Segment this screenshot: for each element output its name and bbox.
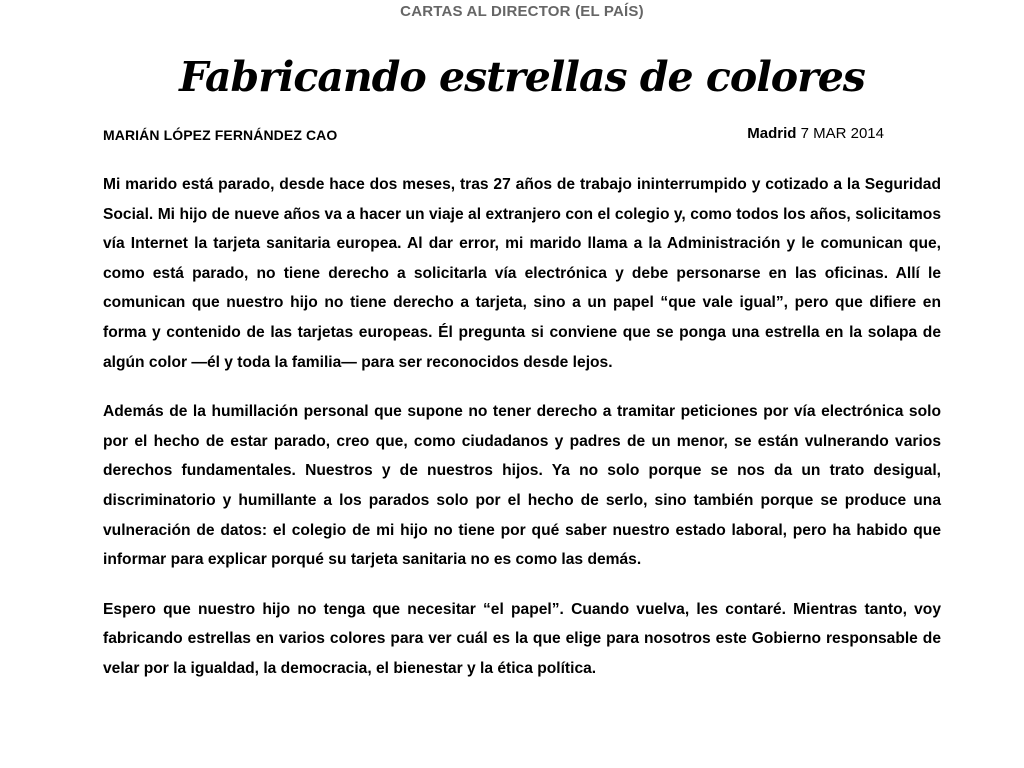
- paragraph: Además de la humillación personal que supone no tener derecho a tramitar peticiones por vía electrónica solo por el hecho de estar parado, creo que, como ciudadanos y padres de un menor, se están vulnerando varios derechos fundamentales. Nuestros y de nuestros hijos. Ya no solo porque se nos da un trato desigual, discriminatorio y humillante a los parados solo por el hecho de serlo, sino también porque se produce una vulneración de datos: el colegio de mi hijo no tiene por qué saber nuestro estado laboral, pero ha habido que informar para explicar porqué su tarjeta sanitaria no es como las demás.: [103, 403, 941, 569]
- paragraph: Espero que nuestro hijo no tenga que necesitar “el papel”. Cuando vuelva, les contaré. Mientras tanto, voy fabricando estrellas en varios colores para ver cuál es la que elige para nosotros este Gobierno responsable de velar por la igualdad, la democracia, el bienestar y la ética política.: [103, 600, 941, 677]
- article-body: [103, 170, 941, 704]
- dateline-city: Madrid: [747, 125, 797, 142]
- article-title: Fabricando estrellas de colores: [179, 53, 865, 101]
- author-name: MARIÁN LÓPEZ FERNÁNDEZ CAO: [103, 127, 338, 143]
- dateline: [747, 125, 884, 142]
- byline: [103, 125, 884, 147]
- section-label: CARTAS AL DIRECTOR (EL PAÍS): [400, 3, 644, 20]
- paragraph: Mi marido está parado, desde hace dos meses, tras 27 años de trabajo ininterrumpido y cotizado a la Seguridad Social. Mi hijo de nueve años va a hacer un viaje al extranjero con el colegio y, como todos los años, solicitamos vía Internet la tarjeta sanitaria europea. Al dar error, mi marido llama a la Administración y le comunican que, como está parado, no tiene derecho a solicitarla vía electrónica y debe personarse en las oficinas. Allí le comunican que nuestro hijo no tiene derecho a tarjeta, sino a un papel “que vale igual”, pero que difiere en forma y contenido de las tarjetas europeas. Él pregunta si conviene que se ponga una estrella en la solapa de algún color —él y toda la familia— para ser reconocidos desde lejos.: [103, 176, 941, 371]
- dateline-date: 7 MAR 2014: [800, 125, 884, 142]
